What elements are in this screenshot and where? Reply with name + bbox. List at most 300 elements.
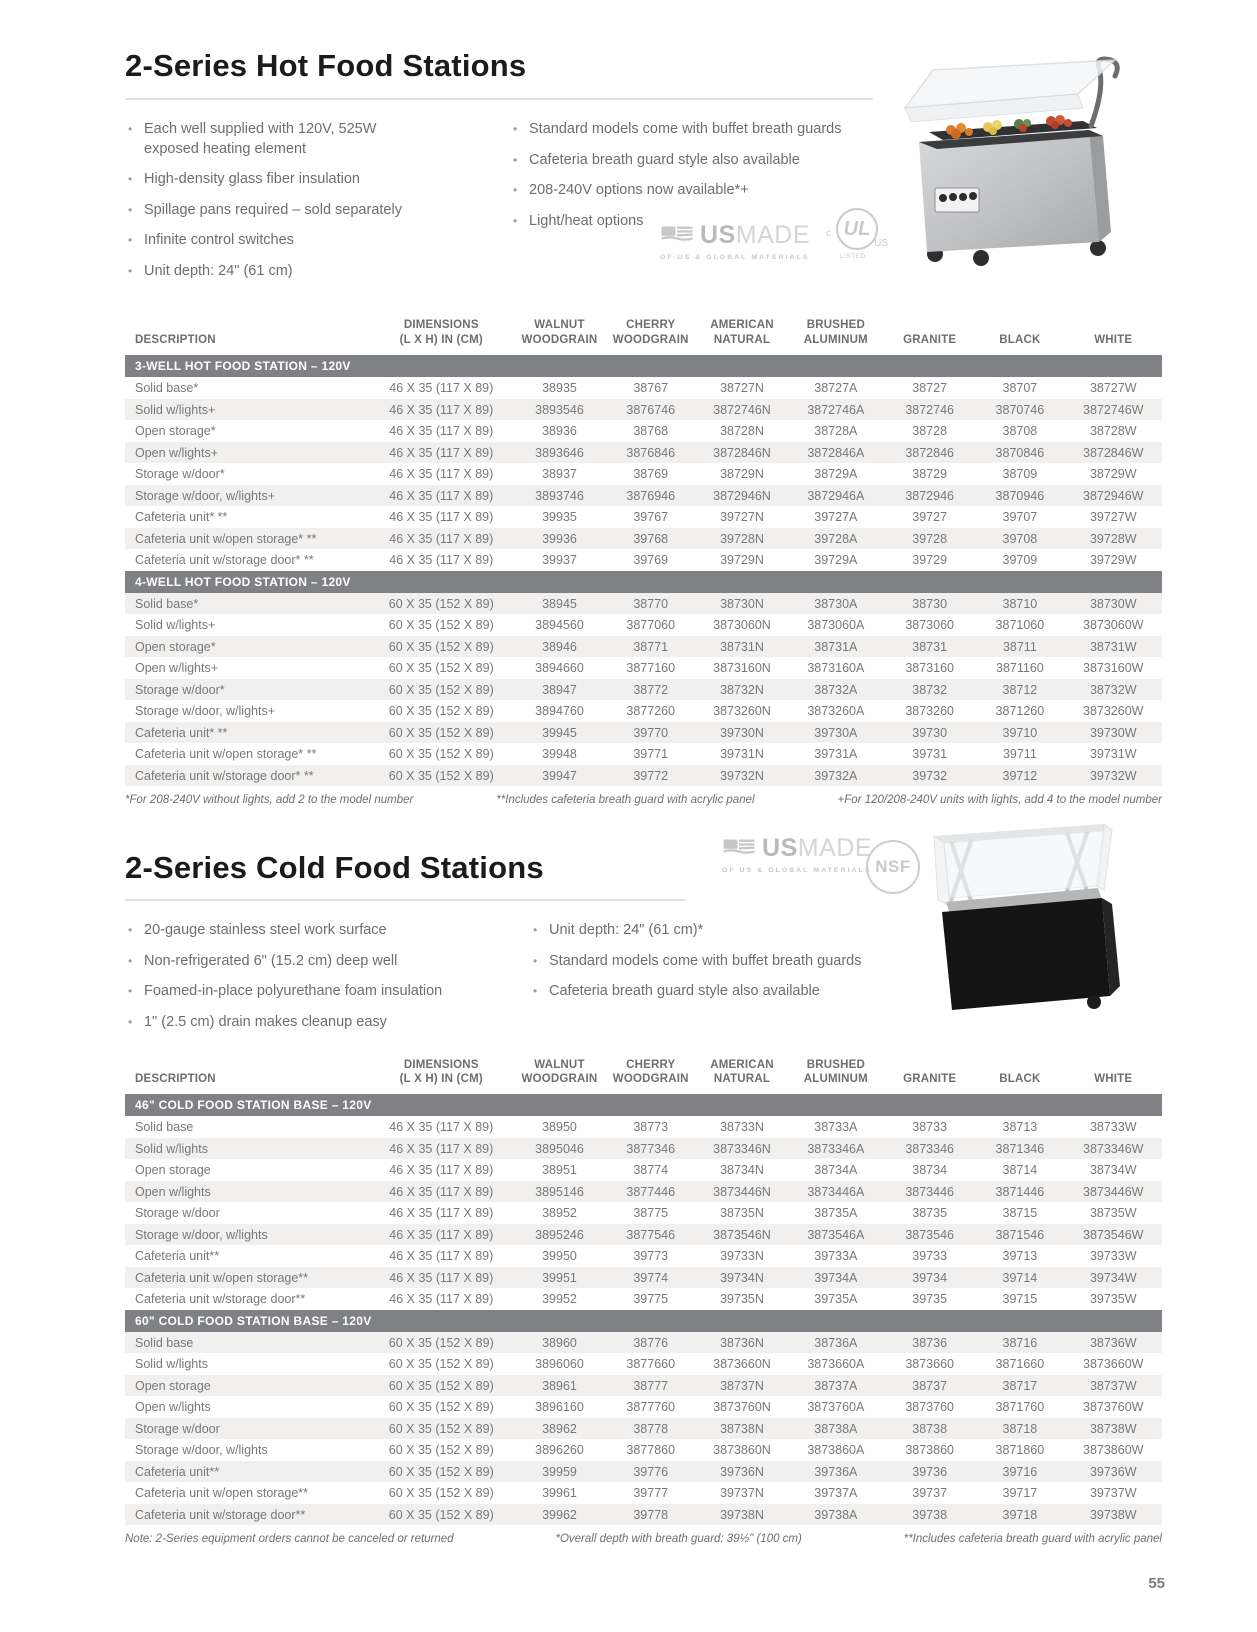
model-number-cell: 38729N — [720, 467, 764, 481]
item-description: Open storage* — [135, 424, 216, 438]
model-number-cell: 38735A — [814, 1206, 858, 1221]
feature-bullet: • Spillage pans required – sold separately — [125, 201, 410, 221]
model-number-cell: 3873260W — [1083, 704, 1144, 718]
feature-bullet: • Light/heat options — [510, 212, 950, 232]
model-number-cell: 39728N — [696, 528, 787, 550]
item-description: Storage w/door — [135, 1206, 220, 1221]
item-description: Solid w/lights+ — [125, 399, 369, 421]
dimensions-cell: 60 X 35 (152 X 89) — [388, 1357, 494, 1372]
dimensions-cell: 60 X 35 (152 X 89) — [388, 704, 494, 718]
table-row — [125, 1396, 1162, 1418]
column-header: WALNUT WOODGRAIN — [521, 319, 598, 347]
section-band-row — [125, 355, 1162, 377]
item-description: Storage w/door* — [135, 467, 225, 481]
model-number-cell: 39714 — [975, 1267, 1064, 1289]
model-number-cell: 3873060 — [905, 618, 954, 632]
table-row — [125, 1482, 1162, 1504]
usmade-subtitle: OF US & GLOBAL MATERIALS — [722, 867, 872, 874]
model-number-cell: 3877446 — [605, 1181, 696, 1203]
model-number-cell: 39735N — [720, 1292, 764, 1307]
column-header: BLACK — [999, 1073, 1041, 1086]
table-row — [125, 549, 1162, 571]
model-number-cell: 38732N — [696, 679, 787, 701]
model-number-cell: 39737A — [814, 1486, 858, 1501]
feature-bullet: • High-density glass fiber insulation — [125, 170, 410, 190]
cold-section-title: 2-Series Cold Food Stations — [125, 850, 544, 886]
hot-feature-bullets — [125, 120, 1162, 292]
model-number-cell: 3873060W — [1083, 618, 1144, 632]
model-number-cell: 38733W — [1089, 1120, 1137, 1135]
title-divider — [125, 899, 685, 901]
model-number-cell: 38714 — [1002, 1163, 1038, 1178]
header-row — [125, 1058, 1162, 1095]
item-description: Cafeteria unit w/open storage** — [135, 1486, 309, 1501]
item-description: Open storage — [125, 1375, 369, 1397]
model-number-cell: 3877260 — [626, 704, 676, 718]
dimensions-cell: 46 X 35 (117 X 89) — [369, 1267, 514, 1289]
model-number-cell: 38774 — [633, 1163, 669, 1178]
table-row — [125, 679, 1162, 701]
model-number-cell: 3873760W — [1083, 1400, 1144, 1415]
table-row — [125, 1353, 1162, 1375]
model-number-cell: 39770 — [605, 722, 696, 744]
model-number-cell: 3873860A — [807, 1443, 865, 1458]
model-number-cell: 38738W — [1064, 1418, 1162, 1440]
model-number-cell: 38716 — [975, 1332, 1064, 1354]
column-header: DIMENSIONS (L X H) IN (CM) — [399, 319, 483, 347]
dimensions-cell: 60 X 35 (152 X 89) — [388, 1400, 494, 1415]
model-number-cell: 3871160 — [996, 661, 1044, 675]
model-number-cell: 39708 — [975, 528, 1064, 550]
model-number-cell: 39707 — [1002, 510, 1038, 524]
model-number-cell: 3896060 — [535, 1357, 584, 1372]
feature-bullet: • 20-gauge stainless steel work surface — [125, 921, 470, 941]
feature-bullet: • Cafeteria breath guard style also available — [530, 982, 970, 1002]
feature-bullet: • 1" (2.5 cm) drain makes cleanup easy — [125, 1013, 470, 1033]
model-number-cell: 38952 — [542, 1206, 577, 1221]
table-row — [125, 377, 1162, 399]
model-number-cell: 39709 — [1002, 553, 1038, 567]
model-number-cell: 3873346W — [1064, 1138, 1162, 1160]
usmade-made-text: MADE — [797, 833, 872, 862]
dimensions-cell: 60 X 35 (152 X 89) — [369, 1375, 514, 1397]
model-number-cell: 39736W — [1064, 1461, 1162, 1483]
table-row — [125, 420, 1162, 442]
model-number-cell: 3871260 — [995, 704, 1045, 718]
model-number-cell: 3877160 — [626, 661, 676, 675]
item-description: Cafeteria unit* ** — [135, 510, 228, 524]
model-number-cell: 38730 — [884, 593, 975, 615]
model-number-cell: 38728A — [814, 424, 858, 438]
model-number-cell: 38710 — [975, 593, 1064, 615]
dimensions-cell: 60 X 35 (152 X 89) — [369, 1332, 514, 1354]
column-header: BLACK — [999, 334, 1041, 347]
model-number-cell: 39729A — [814, 553, 858, 567]
section-band-label: 4-WELL HOT FOOD STATION – 120V — [125, 571, 1162, 593]
feature-bullet: • Standard models come with buffet breath guards — [530, 952, 970, 972]
model-number-cell: 39717 — [1002, 1486, 1038, 1501]
model-number-cell: 39961 — [542, 1486, 577, 1501]
model-number-cell: 38708 — [1002, 424, 1038, 438]
model-number-cell: 3873546N — [696, 1224, 787, 1246]
model-number-cell: 38935 — [542, 381, 577, 395]
model-number-cell: 39951 — [514, 1267, 605, 1289]
column-header: CHERRY WOODGRAIN — [612, 1058, 689, 1086]
model-number-cell: 39730N — [696, 722, 787, 744]
footnote: **Includes cafeteria breath guard with acrylic panel — [496, 794, 755, 807]
model-number-cell: 38937 — [542, 467, 577, 481]
model-number-cell: 38730W — [1064, 593, 1162, 615]
model-number-cell: 39729 — [912, 553, 948, 567]
column-header: WALNUT WOODGRAIN — [521, 1058, 598, 1086]
table-row — [125, 1116, 1162, 1138]
column-header: GRANITE — [903, 334, 957, 347]
feature-bullet: • Unit depth: 24" (61 cm)* — [530, 921, 970, 941]
model-number-cell: 39775 — [633, 1292, 669, 1307]
column-header: WHITE — [1094, 334, 1133, 347]
model-number-cell: 38734W — [1089, 1163, 1137, 1178]
feature-bullet: • Infinite control switches — [125, 231, 410, 251]
model-number-cell: 3872846N — [696, 442, 787, 464]
model-number-cell: 38732 — [884, 679, 975, 701]
ul-us-mark: US — [874, 238, 888, 249]
model-number-cell: 39771 — [633, 747, 669, 761]
model-number-cell: 38776 — [605, 1332, 696, 1354]
model-number-cell: 38736 — [884, 1332, 975, 1354]
column-header: WHITE — [1094, 1073, 1133, 1086]
model-number-cell: 38947 — [514, 679, 605, 701]
item-description: Open w/lights+ — [125, 442, 369, 464]
model-number-cell: 38728 — [912, 424, 948, 438]
model-number-cell: 39727N — [720, 510, 764, 524]
hot-footnotes — [125, 794, 1162, 806]
model-number-cell: 3877060 — [626, 618, 676, 632]
dimensions-cell: 46 X 35 (117 X 89) — [369, 1181, 514, 1203]
model-number-cell: 39736 — [884, 1461, 975, 1483]
table-row — [125, 614, 1162, 636]
model-number-cell: 3872846 — [884, 442, 975, 464]
model-number-cell: 39947 — [514, 765, 605, 787]
dimensions-cell: 46 X 35 (117 X 89) — [389, 1163, 494, 1178]
model-number-cell: 39733W — [1089, 1249, 1137, 1264]
usmade-us-text: US — [700, 220, 736, 249]
model-number-cell: 3873760A — [807, 1400, 865, 1415]
item-description: Storage w/door — [125, 1418, 369, 1440]
model-number-cell: 3873160N — [713, 661, 771, 675]
model-number-cell: 39734W — [1064, 1267, 1162, 1289]
table-row — [125, 700, 1162, 722]
table-row — [125, 593, 1162, 615]
cold-feature-bullets — [125, 921, 1162, 1043]
model-number-cell: 3871860 — [995, 1443, 1045, 1458]
model-number-cell: 3894560 — [535, 618, 584, 632]
model-number-cell: 3873760 — [905, 1400, 954, 1415]
ul-circle-icon: UL — [836, 208, 878, 250]
section-band-label: 3-WELL HOT FOOD STATION – 120V — [125, 355, 1162, 377]
model-number-cell: 38960 — [514, 1332, 605, 1354]
feature-bullet: • Cafeteria breath guard style also available — [510, 151, 950, 171]
table-row — [125, 485, 1162, 507]
model-number-cell: 3877660 — [626, 1357, 676, 1372]
model-number-cell: 38735 — [912, 1206, 948, 1221]
model-number-cell: 39735W — [1089, 1292, 1137, 1307]
model-number-cell: 39777 — [633, 1486, 669, 1501]
model-number-cell: 3873446 — [884, 1181, 975, 1203]
dimensions-cell: 46 X 35 (117 X 89) — [369, 399, 514, 421]
dimensions-cell: 60 X 35 (152 X 89) — [369, 636, 514, 658]
table-row — [125, 442, 1162, 464]
model-number-cell: 38731A — [788, 636, 884, 658]
item-description: Cafeteria unit w/storage door** — [125, 1504, 369, 1526]
table-row — [125, 1418, 1162, 1440]
model-number-cell: 3870946 — [975, 485, 1064, 507]
model-number-cell: 3877546 — [605, 1224, 696, 1246]
dimensions-cell: 46 X 35 (117 X 89) — [389, 424, 494, 438]
dimensions-cell: 60 X 35 (152 X 89) — [369, 1504, 514, 1526]
model-number-cell: 39768 — [605, 528, 696, 550]
table-row — [125, 1375, 1162, 1397]
item-description: Cafeteria unit w/open storage** — [125, 1267, 369, 1289]
model-number-cell: 39732A — [788, 765, 884, 787]
model-number-cell: 3872846A — [788, 442, 884, 464]
model-number-cell: 38962 — [514, 1418, 605, 1440]
model-number-cell: 3873346A — [788, 1138, 884, 1160]
model-number-cell: 3873446N — [696, 1181, 787, 1203]
model-number-cell: 38735N — [720, 1206, 764, 1221]
item-description: Cafeteria unit w/storage door* ** — [135, 553, 314, 567]
model-number-cell: 3873660A — [807, 1357, 865, 1372]
model-number-cell: 38775 — [633, 1206, 669, 1221]
model-number-cell: 38718 — [975, 1418, 1064, 1440]
model-number-cell: 38715 — [1002, 1206, 1038, 1221]
table-row — [125, 399, 1162, 421]
model-number-cell: 39711 — [1002, 747, 1037, 761]
model-number-cell: 3877860 — [626, 1443, 676, 1458]
model-number-cell: 39950 — [542, 1249, 577, 1264]
model-number-cell: 3873660N — [713, 1357, 771, 1372]
column-header: BRUSHED ALUMINUM — [803, 319, 868, 347]
model-number-cell: 39936 — [514, 528, 605, 550]
model-number-cell: 38727N — [720, 381, 764, 395]
model-number-cell: 38773 — [633, 1120, 669, 1135]
model-number-cell: 3893646 — [514, 442, 605, 464]
model-number-cell: 39948 — [542, 747, 577, 761]
column-header: AMERICAN NATURAL — [710, 1058, 774, 1086]
model-number-cell: 39735A — [814, 1292, 858, 1307]
model-number-cell: 38767 — [633, 381, 669, 395]
table-row — [125, 1202, 1162, 1224]
model-number-cell: 39945 — [514, 722, 605, 744]
model-number-cell: 38738 — [884, 1418, 975, 1440]
item-description: Storage w/door, w/lights — [125, 1224, 369, 1246]
model-number-cell: 39731 — [912, 747, 948, 761]
model-number-cell: 38961 — [514, 1375, 605, 1397]
column-header: DESCRIPTION — [135, 1073, 216, 1086]
model-number-cell: 38733N — [720, 1120, 764, 1135]
model-number-cell: 38768 — [633, 424, 669, 438]
model-number-cell: 38729W — [1089, 467, 1137, 481]
model-number-cell: 38713 — [1002, 1120, 1038, 1135]
dimensions-cell: 60 X 35 (152 X 89) — [369, 1461, 514, 1483]
model-number-cell: 3873346 — [884, 1138, 975, 1160]
dimensions-cell: 60 X 35 (152 X 89) — [388, 747, 494, 761]
product-table — [125, 1058, 1162, 1526]
model-number-cell: 38945 — [514, 593, 605, 615]
section-band-row — [125, 1310, 1162, 1332]
dimensions-cell: 46 X 35 (117 X 89) — [389, 1120, 494, 1135]
model-number-cell: 39737W — [1089, 1486, 1137, 1501]
model-number-cell: 38772 — [605, 679, 696, 701]
item-description: Solid base — [125, 1332, 369, 1354]
usmade-subtitle: OF US & GLOBAL MATERIALS — [660, 254, 810, 261]
model-number-cell: 39937 — [542, 553, 577, 567]
model-number-cell: 38730N — [696, 593, 787, 615]
nsf-text: NSF — [875, 857, 911, 876]
dimensions-cell: 46 X 35 (117 X 89) — [389, 553, 494, 567]
table-row — [125, 1159, 1162, 1181]
model-number-cell: 38946 — [514, 636, 605, 658]
model-number-cell: 38734A — [814, 1163, 858, 1178]
dimensions-cell: 46 X 35 (117 X 89) — [369, 528, 514, 550]
model-number-cell: 3873060N — [713, 618, 771, 632]
model-number-cell: 3873446W — [1064, 1181, 1162, 1203]
table-row — [125, 743, 1162, 765]
model-number-cell: 3876946 — [605, 485, 696, 507]
model-number-cell: 38734N — [720, 1163, 764, 1178]
model-number-cell: 38738N — [696, 1418, 787, 1440]
column-header: BRUSHED ALUMINUM — [803, 1058, 868, 1086]
hot-products-table — [125, 318, 1162, 786]
model-number-cell: 3873346N — [696, 1138, 787, 1160]
model-number-cell: 39733 — [912, 1249, 948, 1264]
model-number-cell: 3896160 — [535, 1400, 584, 1415]
model-number-cell: 39712 — [975, 765, 1064, 787]
model-number-cell: 39734N — [696, 1267, 787, 1289]
model-number-cell: 39772 — [605, 765, 696, 787]
model-number-cell: 3873546A — [788, 1224, 884, 1246]
table-row — [125, 722, 1162, 744]
model-number-cell: 38950 — [542, 1120, 577, 1135]
item-description: Storage w/door, w/lights+ — [125, 485, 369, 507]
model-number-cell: 3872946W — [1064, 485, 1162, 507]
model-number-cell: 38736W — [1064, 1332, 1162, 1354]
model-number-cell: 39952 — [542, 1292, 577, 1307]
model-number-cell: 39727 — [912, 510, 948, 524]
table-row — [125, 1461, 1162, 1483]
model-number-cell: 3873760N — [713, 1400, 771, 1415]
model-number-cell: 38737A — [788, 1375, 884, 1397]
model-number-cell: 3873546 — [884, 1224, 975, 1246]
item-description: Cafeteria unit* ** — [125, 722, 369, 744]
model-number-cell: 38733A — [814, 1120, 858, 1135]
model-number-cell: 3872746 — [884, 399, 975, 421]
table-row — [125, 657, 1162, 679]
model-number-cell: 39730 — [884, 722, 975, 744]
model-number-cell: 3873160 — [905, 661, 954, 675]
model-number-cell: 39729N — [720, 553, 764, 567]
model-number-cell: 3873160A — [807, 661, 865, 675]
model-number-cell: 3877346 — [605, 1138, 696, 1160]
model-number-cell: 39730A — [788, 722, 884, 744]
model-number-cell: 3873260 — [905, 704, 954, 718]
model-number-cell: 38727A — [814, 381, 858, 395]
model-number-cell: 38737W — [1064, 1375, 1162, 1397]
column-header: CHERRY WOODGRAIN — [612, 319, 689, 347]
model-number-cell: 3871760 — [995, 1400, 1045, 1415]
item-description: Cafeteria unit w/storage door* ** — [125, 765, 369, 787]
model-number-cell: 38732W — [1064, 679, 1162, 701]
model-number-cell: 3873860W — [1083, 1443, 1144, 1458]
title-divider — [125, 98, 873, 100]
table-row — [125, 1288, 1162, 1310]
item-description: Open w/lights — [135, 1400, 211, 1415]
dimensions-cell: 60 X 35 (152 X 89) — [369, 722, 514, 744]
item-description: Cafeteria unit** — [125, 1461, 369, 1483]
model-number-cell: 39738N — [696, 1504, 787, 1526]
ul-c-mark: c — [826, 228, 831, 239]
item-description: Cafeteria unit w/open storage* ** — [135, 747, 317, 761]
model-number-cell: 3873446A — [788, 1181, 884, 1203]
table-row — [125, 1267, 1162, 1289]
feature-bullet: • Non-refrigerated 6" (15.2 cm) deep well — [125, 952, 470, 972]
item-description: Solid w/lights — [125, 1138, 369, 1160]
model-number-cell: 3873260N — [713, 704, 771, 718]
model-number-cell: 39774 — [605, 1267, 696, 1289]
model-number-cell: 3873860N — [713, 1443, 771, 1458]
model-number-cell: 3872846W — [1064, 442, 1162, 464]
dimensions-cell: 46 X 35 (117 X 89) — [389, 467, 494, 481]
model-number-cell: 38769 — [633, 467, 669, 481]
hot-section-title: 2-Series Hot Food Stations — [125, 48, 527, 83]
dimensions-cell: 60 X 35 (152 X 89) — [388, 661, 494, 675]
model-number-cell: 3876846 — [605, 442, 696, 464]
usmade-us-text: US — [762, 833, 798, 862]
model-number-cell: 39728A — [788, 528, 884, 550]
dimensions-cell: 46 X 35 (117 X 89) — [369, 485, 514, 507]
model-number-cell: 39738A — [788, 1504, 884, 1526]
model-number-cell: 39962 — [514, 1504, 605, 1526]
model-number-cell: 39935 — [542, 510, 577, 524]
dimensions-cell: 46 X 35 (117 X 89) — [369, 1224, 514, 1246]
item-description: Storage w/door, w/lights — [135, 1443, 268, 1458]
model-number-cell: 39773 — [633, 1249, 669, 1264]
model-number-cell: 39728W — [1064, 528, 1162, 550]
model-number-cell: 3872946 — [884, 485, 975, 507]
model-number-cell: 39710 — [975, 722, 1064, 744]
model-number-cell: 39728 — [884, 528, 975, 550]
model-number-cell: 38735W — [1089, 1206, 1137, 1221]
model-number-cell: 39736N — [696, 1461, 787, 1483]
model-number-cell: 39729W — [1089, 553, 1137, 567]
section-band-label: 46" COLD FOOD STATION BASE – 120V — [125, 1094, 1162, 1116]
model-number-cell: 38731W — [1064, 636, 1162, 658]
model-number-cell: 3872946N — [696, 485, 787, 507]
model-number-cell: 39776 — [605, 1461, 696, 1483]
model-number-cell: 38728W — [1089, 424, 1137, 438]
dimensions-cell: 46 X 35 (117 X 89) — [389, 1206, 494, 1221]
model-number-cell: 38730A — [788, 593, 884, 615]
model-number-cell: 3873660 — [905, 1357, 954, 1372]
model-number-cell: 39733N — [720, 1249, 764, 1264]
page-number: 55 — [1148, 1575, 1165, 1592]
table-row — [125, 1245, 1162, 1267]
model-number-cell: 38732A — [788, 679, 884, 701]
model-number-cell: 38770 — [605, 593, 696, 615]
model-number-cell: 3876746 — [605, 399, 696, 421]
footnote: *For 208-240V without lights, add 2 to the model number — [125, 794, 414, 807]
table-row — [125, 1224, 1162, 1246]
table-row — [125, 506, 1162, 528]
